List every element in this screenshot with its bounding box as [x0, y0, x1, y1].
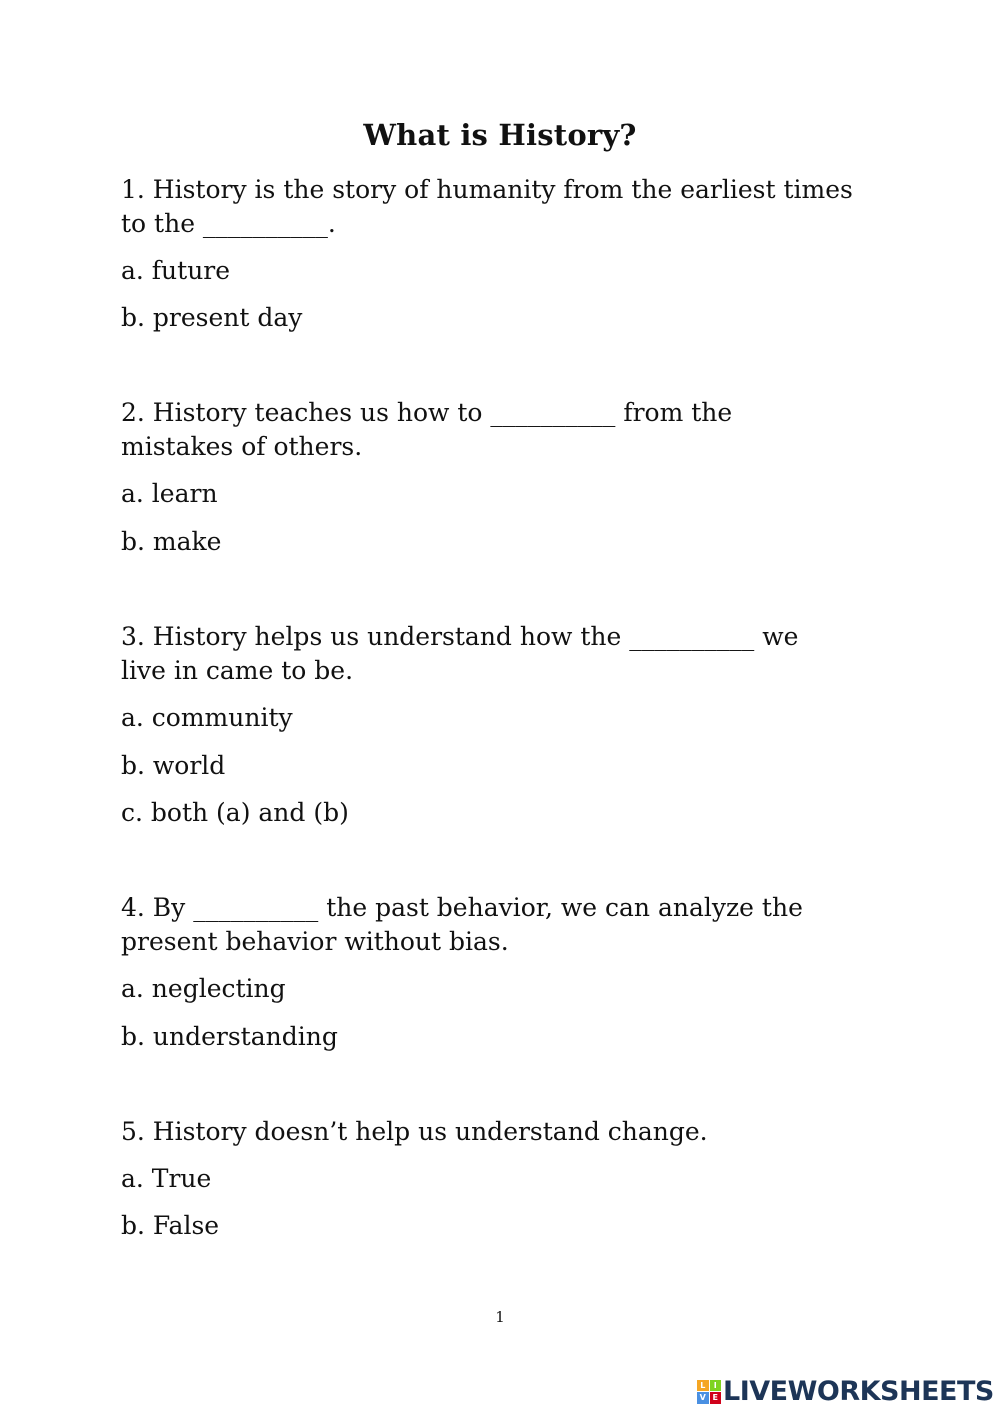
question-4-option-b[interactable]: b. understanding	[121, 1022, 338, 1051]
brand-text: LIVEWORKSHEETS	[723, 1376, 994, 1407]
question-5-option-b[interactable]: b. False	[121, 1211, 220, 1240]
page-number: 1	[495, 1308, 505, 1326]
question-2-option-a[interactable]: a. learn	[121, 479, 218, 508]
question-5-line-1: 5. History doesn’t help us understand change.	[121, 1117, 708, 1146]
question-1-line-1: 1. History is the story of humanity from the earliest times	[121, 175, 853, 204]
question-3-line-2: live in came to be.	[121, 656, 354, 685]
logo-cell-3: V	[697, 1392, 709, 1404]
liveworksheets-brand[interactable]	[697, 1376, 994, 1407]
question-2-line-1: 2. History teaches us how to __________ from the	[121, 398, 733, 427]
question-4-line-1: 4. By __________ the past behavior, we can analyze the	[121, 893, 803, 922]
question-3-option-c[interactable]: c. both (a) and (b)	[121, 798, 349, 827]
question-4-option-a[interactable]: a. neglecting	[121, 974, 286, 1003]
question-3-line-1: 3. History helps us understand how the __________ we	[121, 622, 799, 651]
question-1-line-2: to the __________.	[121, 209, 336, 238]
logo-cell-1: L	[697, 1380, 709, 1392]
question-4-line-2: present behavior without bias.	[121, 927, 509, 956]
page-title: What is History?	[363, 118, 637, 152]
logo-cell-4: E	[710, 1392, 722, 1404]
question-2-option-b[interactable]: b. make	[121, 527, 222, 556]
liveworksheets-logo-icon	[697, 1380, 721, 1404]
question-1-option-b[interactable]: b. present day	[121, 303, 303, 332]
question-2-line-2: mistakes of others.	[121, 432, 363, 461]
question-5-option-a[interactable]: a. True	[121, 1164, 212, 1193]
logo-cell-2: I	[710, 1380, 722, 1392]
question-3-option-b[interactable]: b. world	[121, 751, 226, 780]
question-3-option-a[interactable]: a. community	[121, 703, 293, 732]
question-1-option-a[interactable]: a. future	[121, 256, 231, 285]
